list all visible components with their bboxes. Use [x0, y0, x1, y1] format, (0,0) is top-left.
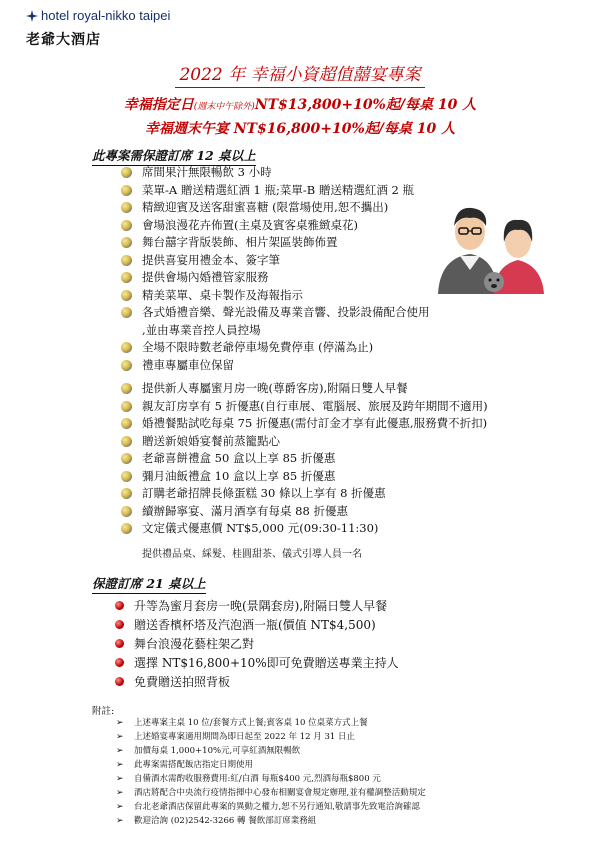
- section1-list-a: [118, 164, 430, 374]
- bullet-icon: [121, 255, 132, 266]
- notes-heading: 附註:: [92, 706, 115, 717]
- bullet-icon: [115, 639, 124, 648]
- bullet-icon: [121, 453, 132, 464]
- bullet-icon: [121, 237, 132, 248]
- bullet-icon: [121, 471, 132, 482]
- note-item: ➢ 酒店將配合中央流行疫情指揮中心發布相關宴會規定辦理,並有權調整活動規定: [116, 788, 426, 798]
- hotel-header: [26, 8, 170, 49]
- bullet-icon: [121, 418, 132, 429]
- list-item: 席間果汁無限暢飲 3 小時: [118, 164, 430, 182]
- bullet-icon: [115, 601, 124, 610]
- notes-list: [116, 716, 426, 828]
- page-title: 2022 年 幸福小資超值囍宴專案: [0, 60, 600, 85]
- bullet-icon: [121, 523, 132, 534]
- list-item-continuation: ,並由專業音控人員控場: [142, 322, 261, 337]
- list-item: 會場浪漫花卉佈置(主桌及賓客桌雅緻桌花): [118, 217, 430, 235]
- bullet-icon: [121, 383, 132, 394]
- list-item: 精緻迎賓及送客甜蜜喜糖 (限當場使用,恕不攜出): [118, 199, 430, 217]
- note-item: ➢ 自備酒水需酌收服務費用:紅/白酒 每瓶$400 元,烈酒每瓶$800 元: [116, 774, 381, 784]
- bullet-icon: [121, 185, 132, 196]
- list-item: 禮車專屬車位保留: [118, 357, 430, 375]
- list-item: 訂購老爺招牌長條蛋糕 30 條以上享有 8 折優惠: [118, 485, 488, 503]
- arrow-bullet-icon: ➢: [116, 774, 124, 784]
- list-item: 舞台囍字背版裝飾、相片架區裝飾佈置: [118, 234, 430, 252]
- bullet-icon: [115, 658, 124, 667]
- note-item: ➢ 加價每桌 1,000+10%元,可享紅酒無限暢飲: [116, 746, 301, 756]
- arrow-bullet-icon: ➢: [116, 816, 124, 826]
- arrow-bullet-icon: ➢: [116, 718, 124, 728]
- note-item: ➢ 上述專案主桌 10 位/套餐方式上餐;賓客桌 10 位桌菜方式上餐: [116, 718, 368, 728]
- arrow-bullet-icon: ➢: [116, 746, 124, 756]
- bullet-icon: [121, 488, 132, 499]
- weekday-prefix: 幸福指定日: [123, 97, 194, 113]
- brand-chinese-name: 老爺大酒店: [26, 32, 101, 48]
- brand-name: hotel royal-nikko taipei: [41, 8, 171, 23]
- list-item: 提供喜宴用禮金本、簽字筆: [118, 252, 430, 270]
- note-item: ➢ 台北老爺酒店保留此專案的異動之權力,恕不另行通知,敬請事先致電洽詢確認: [116, 802, 420, 812]
- note-item: ➢ 上述婚宴專案適用期間為即日起至 2022 年 12 月 31 日止: [116, 732, 355, 742]
- list-item: 升等為蜜月套房一晚(景隅套房),附隔日雙人早餐: [110, 597, 399, 616]
- weekday-suffix: NT$13,800+10%起/每桌 10 人: [254, 97, 477, 113]
- list-item: 提供會場內婚禮管家服務: [118, 269, 430, 287]
- bullet-icon: [115, 620, 124, 629]
- list-item: 贈送香檳杯塔及汽泡酒一瓶(價值 NT$4,500): [110, 616, 399, 635]
- arrow-bullet-icon: ➢: [116, 732, 124, 742]
- section1-title: 此專案需保證訂席 12 桌以上: [92, 146, 256, 166]
- bullet-icon: [121, 436, 132, 447]
- couple-illustration: [430, 196, 548, 296]
- section1-list-b: [118, 380, 488, 538]
- list-item: 彌月油飯禮盒 10 盒以上享 85 折優惠: [118, 468, 488, 486]
- bullet-icon: [121, 167, 132, 178]
- list-item: 贈送新娘婚宴餐前蒸籠點心: [118, 433, 488, 451]
- arrow-bullet-icon: ➢: [116, 802, 124, 812]
- list-item: 續辦歸寧宴、滿月酒享有每桌 88 折優惠: [118, 503, 488, 521]
- list-item: 舞台浪漫花藝柱架乙對: [110, 635, 399, 654]
- list-item: 各式婚禮音樂、聲光設備及專業音響、投影設備配合使用: [118, 304, 430, 322]
- note-item: ➢ 此專案需搭配飯店指定日期使用: [116, 760, 254, 770]
- list-item: 全場不限時數老爺停車場免費停車 (停滿為止): [118, 339, 430, 357]
- list-item: 菜單-A 贈送精選紅酒 1 瓶;菜單-B 贈送精選紅酒 2 瓶: [118, 182, 430, 200]
- bullet-icon: [121, 307, 132, 318]
- weekday-price-line: [0, 94, 600, 114]
- list-item: 親友訂房享有 5 折優惠(自行車展、電腦展、旅展及跨年期間不適用): [118, 398, 488, 416]
- bullet-icon: [121, 401, 132, 412]
- list-item: 文定儀式優惠價 NT$5,000 元(09:30-11:30): [118, 520, 488, 538]
- bullet-icon: [121, 220, 132, 231]
- bullet-icon: [121, 360, 132, 371]
- bullet-icon: [121, 290, 132, 301]
- list-item: 提供新人專屬蜜月房一晚(尊爵客房),附隔日雙人早餐: [118, 380, 488, 398]
- bullet-icon: [121, 272, 132, 283]
- weekday-note: (週末中午除外): [193, 102, 255, 112]
- note-item: ➢ 歡迎洽詢 (02)2542-3266 轉 餐飲部訂席業務組: [116, 816, 317, 826]
- section2-title: 保證訂席 21 桌以上: [92, 574, 206, 594]
- arrow-bullet-icon: ➢: [116, 788, 124, 798]
- arrow-bullet-icon: ➢: [116, 760, 124, 770]
- bullet-icon: [121, 342, 132, 353]
- weekend-price-line: 幸福週末午宴 NT$16,800+10%起/每桌 10 人: [144, 121, 456, 137]
- list-item: 老爺喜餅禮盒 50 盒以上享 85 折優惠: [118, 450, 488, 468]
- ceremony-note: 提供禮品桌、綵髮、桂圓甜茶、儀式引導人員一名: [142, 549, 362, 560]
- list-item: 婚禮餐點試吃每桌 75 折優惠(需付訂金才享有此優惠,服務費不折扣): [118, 415, 488, 433]
- bullet-icon: [115, 677, 124, 686]
- brand-logo-icon: [26, 10, 38, 22]
- list-item: 免費贈送拍照背板: [110, 673, 399, 692]
- bullet-icon: [121, 202, 132, 213]
- bullet-icon: [121, 506, 132, 517]
- list-item: 精美菜單、桌卡製作及海報指示: [118, 287, 430, 305]
- section2-list: [110, 597, 399, 692]
- hotel-brand: [26, 8, 170, 23]
- list-item: 選擇 NT$16,800+10%即可免費贈送專業主持人: [110, 654, 399, 673]
